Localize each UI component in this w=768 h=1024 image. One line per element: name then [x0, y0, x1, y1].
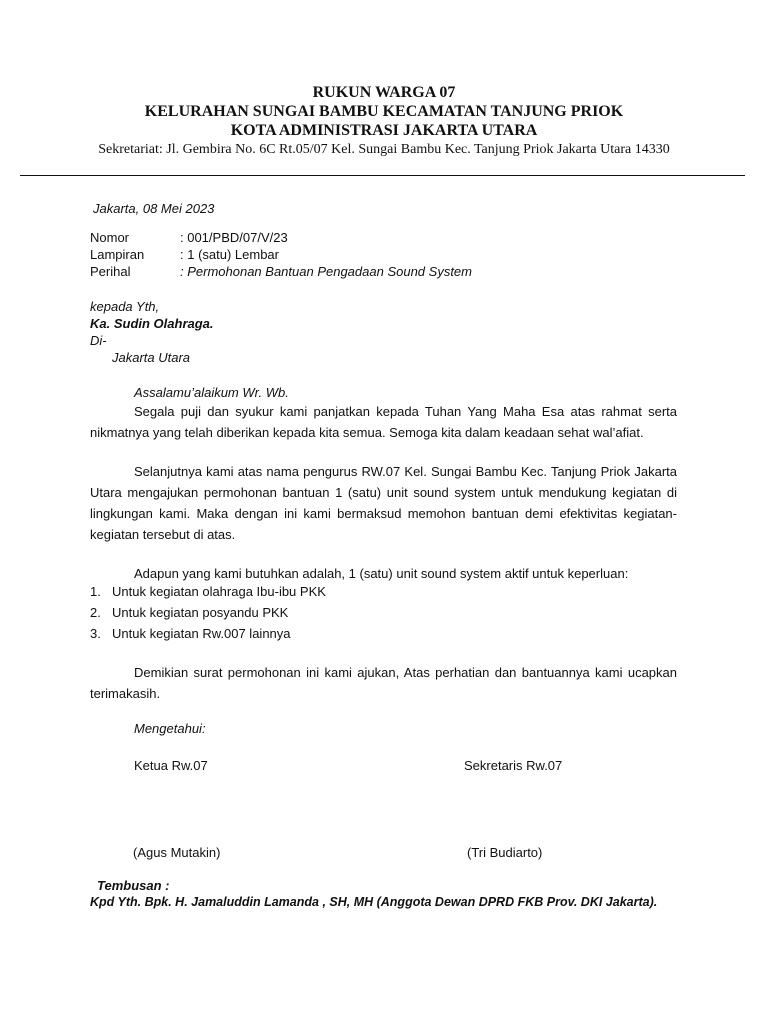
paragraph-opening: Segala puji dan syukur kami panjatkan kepada Tuhan Yang Maha Esa atas rahmat serta nikmatnya yang telah diberikan kepada kita semua. Semoga kita dalam keadaan sehat wal’afiat. [90, 404, 677, 440]
letterhead-org: RUKUN WARGA 07 [312, 84, 456, 101]
header-divider [20, 175, 745, 176]
acknowledged-label: Mengetahui: [134, 721, 206, 736]
signature-name-secretary: (Tri Budiarto) [467, 845, 543, 860]
paragraph-closing: Demikian surat permohonan ini kami ajukan, Atas perhatian dan bantuannya kami ucapkan terimakasih. [90, 665, 677, 701]
recipient-name: Ka. Sudin Olahraga. [90, 316, 214, 331]
meta-value-lampiran: : 1 (satu) Lembar [180, 247, 279, 262]
letterhead-district: KELURAHAN SUNGAI BAMBU KECAMATAN TANJUNG PRIOK [144, 103, 624, 120]
letterhead-city: KOTA ADMINISTRASI JAKARTA UTARA [230, 122, 538, 139]
list-item-number: 3. [90, 626, 101, 641]
list-item-text: Untuk kegiatan olahraga Ibu-ibu PKK [112, 584, 326, 599]
list-item-number: 2. [90, 605, 101, 620]
list-item-text: Untuk kegiatan Rw.007 lainnya [112, 626, 291, 641]
paragraph-request: Selanjutnya kami atas nama pengurus RW.07 Kel. Sungai Bambu Kec. Tanjung Priok Jakarta Utara mengajukan permohonan bantuan 1 (satu) unit sound system untuk mendukung kegiatan di lingkungan kami. Maka dengan ini kami bermaksud memohon bantuan demi efektivitas kegiatan-kegiatan tersebut di atas. [90, 464, 677, 542]
letterhead-address: Sekretariat: Jl. Gembira No. 6C Rt.05/07 Kel. Sungai Bambu Kec. Tanjung Priok Jakarta Utara 14330 [98, 142, 670, 157]
recipient-greeting: kepada Yth, [90, 299, 160, 314]
meta-label-nomor: Nomor [90, 230, 130, 245]
letter-date: Jakarta, 08 Mei 2023 [93, 201, 215, 216]
cc-label: Tembusan : [97, 878, 170, 893]
list-item-number: 1. [90, 584, 101, 599]
paragraph-needs: Adapun yang kami butuhkan adalah, 1 (satu) unit sound system aktif untuk keperluan: [134, 566, 629, 581]
recipient-city: Jakarta Utara [112, 350, 191, 365]
meta-value-nomor: : 001/PBD/07/V/23 [180, 230, 288, 245]
meta-label-lampiran: Lampiran [90, 247, 145, 262]
signature-name-chair: (Agus Mutakin) [133, 845, 221, 860]
meta-label-perihal: Perihal [90, 264, 131, 279]
salutation: Assalamu’alaikum Wr. Wb. [134, 385, 289, 400]
signature-title-chair: Ketua Rw.07 [134, 758, 208, 773]
list-item-text: Untuk kegiatan posyandu PKK [112, 605, 289, 620]
recipient-di: Di- [90, 333, 107, 348]
meta-value-perihal: : Permohonan Bantuan Pengadaan Sound System [180, 264, 472, 279]
signature-title-secretary: Sekretaris Rw.07 [464, 758, 563, 773]
cc-recipient: Kpd Yth. Bpk. H. Jamaluddin Lamanda , SH, MH (Anggota Dewan DPRD FKB Prov. DKI Jakarta). [90, 895, 658, 909]
